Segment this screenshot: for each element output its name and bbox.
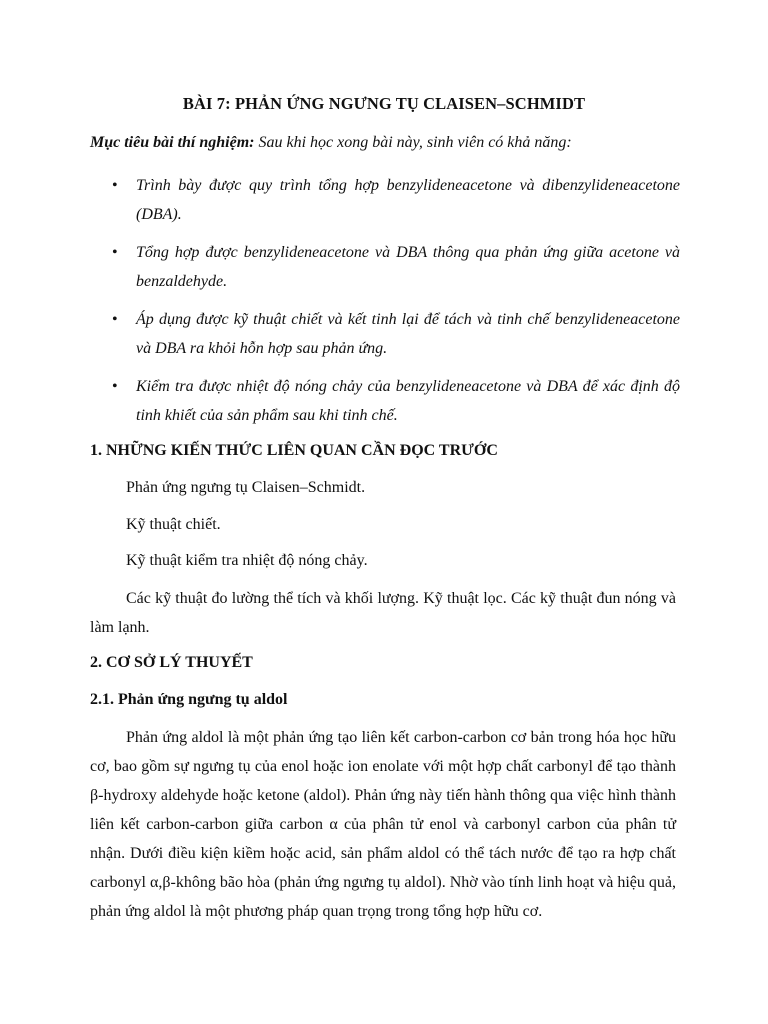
list-item	[90, 305, 680, 363]
list-item-text: Áp dụng được kỹ thuật chiết và kết tinh lại để tách và tinh chế benzylideneacetone và DBA ra khỏi hỗn hợp sau phản ứng.	[136, 311, 680, 357]
list-item	[90, 372, 680, 430]
objective-label: Mục tiêu bài thí nghiệm:	[90, 134, 255, 151]
page-title: BÀI 7: PHẢN ỨNG NGƯNG TỤ CLAISEN–SCHMIDT	[182, 94, 586, 113]
prerequisite-item: Kỹ thuật chiết.	[126, 516, 221, 533]
objective-list	[90, 171, 680, 439]
bullet-icon: •	[112, 378, 118, 395]
list-item	[90, 238, 680, 296]
subsection-heading: 2.1. Phản ứng ngưng tụ aldol	[90, 691, 288, 708]
theory-paragraph: Phản ứng aldol là một phản ứng tạo liên kết carbon-carbon cơ bản trong hóa học hữu cơ, bao gồm sự ngưng tụ của enol hoặc ion enolate với một hợp chất carbonyl để tạo thành β-hydroxy aldehyde hoặc ketone (aldol). Phản ứng này tiến hành thông qua việc hình thành liên kết carbon-carbon giữa carbon α của phân tử enol và carbonyl carbon của phân tử nhận. Dưới điều kiện kiềm hoặc acid, sản phẩm aldol có thể tách nước để tạo ra hợp chất carbonyl α,β-không bão hòa (phản ứng ngưng tụ aldol). Nhờ vào tính linh hoạt và hiệu quả, phản ứng aldol là một phương pháp quan trọng trong tổng hợp hữu cơ.	[90, 729, 676, 920]
objective-line	[90, 134, 690, 152]
bullet-icon: •	[112, 177, 118, 194]
prerequisite-item: Kỹ thuật kiểm tra nhiệt độ nóng chảy.	[126, 552, 368, 569]
list-item-text: Trình bày được quy trình tổng hợp benzylideneacetone và dibenzylideneacetone (DBA).	[136, 177, 680, 223]
list-item-text: Kiểm tra được nhiệt độ nóng chảy của benzylideneacetone và DBA để xác định độ tinh khiết của sản phẩm sau khi tinh chế.	[136, 378, 680, 424]
section-heading-1: 1. NHỮNG KIẾN THỨC LIÊN QUAN CẦN ĐỌC TRƯỚC	[90, 442, 498, 459]
list-item-text: Tổng hợp được benzylideneacetone và DBA thông qua phản ứng giữa acetone và benzaldehyde.	[136, 244, 680, 290]
prerequisite-item: Phản ứng ngưng tụ Claisen–Schmidt.	[126, 479, 366, 496]
prerequisite-paragraph: Các kỹ thuật đo lường thể tích và khối lượng. Kỹ thuật lọc. Các kỹ thuật đun nóng và làm lạnh.	[90, 590, 676, 636]
objective-text: Sau khi học xong bài này, sinh viên có khả năng:	[254, 134, 572, 151]
bullet-icon: •	[112, 311, 118, 328]
bullet-icon: •	[112, 244, 118, 261]
section-heading-2: 2. CƠ SỞ LÝ THUYẾT	[90, 654, 253, 671]
list-item	[90, 171, 680, 229]
